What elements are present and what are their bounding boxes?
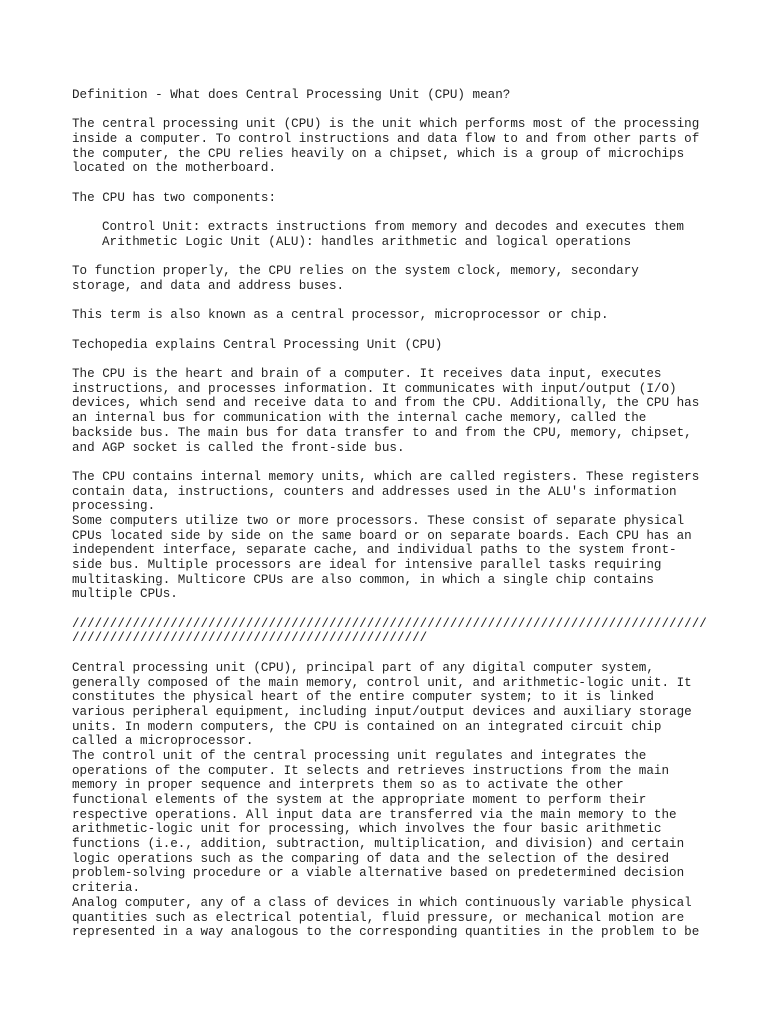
text-line: independent interface, separate cache, and individual paths to the system front- — [72, 543, 677, 558]
intro-paragraph — [72, 117, 712, 176]
document-page — [72, 88, 712, 940]
registers-paragraph — [72, 470, 712, 602]
text-line: Central processing unit (CPU), principal part of any digital computer system, — [72, 660, 654, 675]
text-line: side bus. Multiple processors are ideal for intensive parallel tasks requiring — [72, 558, 662, 572]
text-line: The control unit of the central processing unit regulates and integrates the — [72, 748, 647, 763]
component-item: Arithmetic Logic Unit (ALU): handles arithmetic and logical operations — [102, 234, 632, 249]
text-line: the computer, the CPU relies heavily on a chipset, which is a group of microchips — [72, 146, 685, 161]
text-line: To function properly, the CPU relies on the system clock, memory, secondary — [72, 264, 639, 279]
heart-brain-paragraph — [72, 367, 712, 455]
text-line: problem-solving procedure or a viable alternative based on predetermined decision — [72, 866, 685, 881]
britannica-paragraph — [72, 661, 712, 940]
slash-separator — [72, 617, 712, 646]
text-line: The CPU contains internal memory units, which are called registers. These registers — [72, 469, 700, 484]
text-line: and AGP socket is called the front-side bus. — [72, 440, 405, 455]
text-line: operations of the computer. It selects and retrieves instructions from the main — [72, 763, 670, 778]
component-item: Control Unit: extracts instructions from memory and decodes and executes them — [102, 220, 684, 235]
text-line: devices, which send and receive data to and from the CPU. Additionally, the CPU has — [72, 396, 700, 411]
text-line: CPUs located side by side on the same board or on separate boards. Each CPU has an — [72, 528, 692, 543]
text-line: arithmetic-logic unit for processing, which involves the four basic arithmetic — [72, 822, 662, 837]
definition-heading: Definition - What does Central Processing Unit (CPU) mean? — [72, 88, 511, 102]
separator-line: //////////////////////////////////////////////////////////////////////////////////// — [72, 616, 707, 631]
separator-line: /////////////////////////////////////////////// — [72, 631, 428, 646]
spacer — [72, 250, 712, 265]
text-line: backside bus. The main bus for data transfer to and from the CPU, memory, chipset, — [72, 425, 692, 440]
text-line: various peripheral equipment, including input/output devices and auxiliary storage — [72, 704, 692, 719]
spacer — [72, 206, 712, 221]
text-line: generally composed of the main memory, control unit, and arithmetic-logic unit. It — [72, 675, 692, 690]
text-line: multitasking. Multicore CPUs are also common, in which a single chip contains — [72, 572, 654, 587]
text-line: processing. — [72, 499, 156, 514]
text-line: inside a computer. To control instructions and data flow to and from other parts of — [72, 132, 700, 147]
text-line: an internal bus for communication with the internal cache memory, called the — [72, 411, 647, 426]
text-line: functions (i.e., addition, subtraction, multiplication, and division) and certain — [72, 837, 685, 852]
spacer — [72, 646, 712, 661]
text-line: contain data, instructions, counters and addresses used in the ALU's information — [72, 484, 677, 499]
components-intro: The CPU has two components: — [72, 190, 277, 205]
spacer — [72, 602, 712, 617]
text-line: located on the motherboard. — [72, 161, 277, 176]
text-line: Some computers utilize two or more processors. These consist of separate physical — [72, 513, 685, 528]
text-line: The central processing unit (CPU) is the unit which performs most of the processing — [72, 117, 700, 132]
text-line: functional elements of the system at the appropriate moment to perform their — [72, 793, 647, 807]
text-line: memory in proper sequence and interprets them so as to activate the other — [72, 778, 624, 793]
text-line: constitutes the physical heart of the entire computer system; to it is linked — [72, 690, 654, 705]
text-line: The CPU is the heart and brain of a computer. It receives data input, executes — [72, 367, 662, 382]
text-line: multiple CPUs. — [72, 587, 178, 602]
components-list — [72, 220, 712, 249]
text-line: units. In modern computers, the CPU is contained on an integrated circuit chip — [72, 719, 662, 734]
text-line: represented in a way analogous to the corresponding quantities in the problem to be — [72, 925, 700, 940]
spacer — [72, 352, 712, 367]
spacer — [72, 455, 712, 470]
text-line: instructions, and processes information. It communicates with input/output (I/O) — [72, 381, 677, 396]
spacer — [72, 176, 712, 191]
explains-heading: Techopedia explains Central Processing Unit (CPU) — [72, 337, 443, 352]
function-paragraph — [72, 264, 712, 293]
text-line: called a microprocessor. — [72, 734, 254, 749]
text-line: Analog computer, any of a class of devices in which continuously variable physical — [72, 895, 692, 910]
spacer — [72, 323, 712, 338]
spacer — [72, 294, 712, 309]
aka-paragraph: This term is also known as a central processor, microprocessor or chip. — [72, 308, 609, 323]
text-line: criteria. — [72, 881, 141, 896]
text-line: logic operations such as the comparing of data and the selection of the desired — [72, 851, 670, 866]
spacer — [72, 103, 712, 118]
text-line: quantities such as electrical potential, fluid pressure, or mechanical motion are — [72, 910, 685, 925]
text-line: storage, and data and address buses. — [72, 278, 345, 293]
text-line: respective operations. All input data are transferred via the main memory to the — [72, 807, 677, 822]
